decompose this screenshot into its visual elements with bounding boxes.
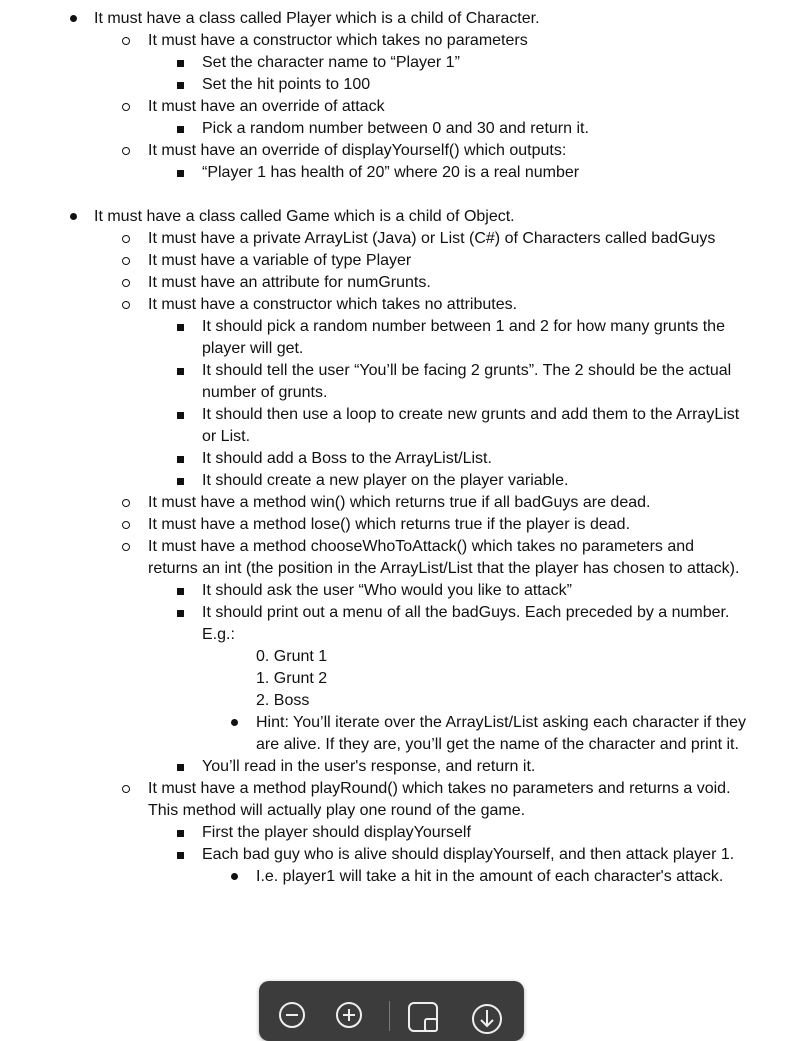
list-item-text: It should tell the user “You’ll be facing 2 grunts”. The 2 should be the actual number of grunts. bbox=[202, 362, 732, 401]
list-item-text: I.e. player1 will take a hit in the amount of each character's attack. bbox=[256, 868, 724, 885]
list-bullet bbox=[173, 74, 187, 89]
list-item-text: Set the character name to “Player 1” bbox=[202, 54, 460, 71]
list-item-text: It must have a constructor which takes no attributes. bbox=[148, 296, 518, 313]
list-item-text: Each bad guy who is alive should displayYourself, and then attack player 1. bbox=[202, 846, 735, 863]
list-item-text: It must have a method lose() which returns true if the player is dead. bbox=[148, 516, 631, 533]
list-item-text: “Player 1 has health of 20” where 20 is a real number bbox=[202, 164, 580, 181]
list-bullet bbox=[173, 118, 187, 133]
list-item-text: It must have a private ArrayList (Java) or List (C#) of Characters called badGuys bbox=[148, 230, 716, 247]
list-bullet bbox=[119, 228, 133, 243]
list-item-text: Hint: You’ll iterate over the ArrayList/List asking each character if they are alive. If they are, you’ll get the name of the character and print it. bbox=[256, 714, 747, 753]
list-bullet bbox=[119, 250, 133, 265]
list-item-text: It should print out a menu of all the badGuys. Each preceded by a number. E.g.: bbox=[202, 604, 730, 643]
toolbar-divider bbox=[389, 1001, 390, 1031]
minus-circle-icon bbox=[277, 997, 317, 1037]
list-bullet bbox=[119, 96, 133, 111]
numbered-menu-item: 1. Grunt 2 bbox=[256, 670, 328, 687]
list-item-text: It should create a new player on the player variable. bbox=[202, 472, 569, 489]
list-item-text: It must have a constructor which takes no parameters bbox=[148, 32, 528, 49]
list-item-text: Pick a random number between 0 and 30 and return it. bbox=[202, 120, 589, 137]
list-bullet bbox=[173, 580, 187, 595]
list-bullet bbox=[119, 514, 133, 529]
list-item-text: It must have a class called Player which is a child of Character. bbox=[94, 10, 540, 27]
list-bullet bbox=[119, 272, 133, 287]
list-bullet bbox=[173, 470, 187, 485]
download-icon bbox=[467, 997, 507, 1037]
list-item-text: It must have an override of displayYourself() which outputs: bbox=[148, 142, 567, 159]
list-bullet bbox=[119, 778, 133, 793]
list-bullet bbox=[227, 712, 241, 726]
list-item-text: First the player should displayYourself bbox=[202, 824, 471, 841]
open-window-button[interactable] bbox=[406, 997, 446, 1037]
list-bullet bbox=[66, 8, 80, 22]
list-item-text: It should ask the user “Who would you like to attack” bbox=[202, 582, 572, 599]
list-bullet bbox=[119, 536, 133, 551]
list-bullet bbox=[173, 756, 187, 771]
list-bullet bbox=[173, 822, 187, 837]
list-item-text: It should pick a random number between 1 and 2 for how many grunts the player will get. bbox=[202, 318, 725, 357]
zoom-in-button[interactable] bbox=[334, 997, 374, 1037]
list-item-text: It should add a Boss to the ArrayList/List. bbox=[202, 450, 492, 467]
list-bullet bbox=[173, 404, 187, 419]
numbered-menu-item: 2. Boss bbox=[256, 692, 310, 709]
list-bullet bbox=[119, 30, 133, 45]
list-item-text: It must have an attribute for numGrunts. bbox=[148, 274, 431, 291]
open-window-icon bbox=[406, 997, 446, 1037]
list-item-text: It must have an override of attack bbox=[148, 98, 385, 115]
list-bullet bbox=[173, 52, 187, 67]
numbered-menu-item: 0. Grunt 1 bbox=[256, 648, 328, 665]
list-bullet bbox=[173, 162, 187, 177]
list-bullet bbox=[119, 140, 133, 155]
list-item-text: It should then use a loop to create new grunts and add them to the ArrayList or List. bbox=[202, 406, 740, 445]
list-item-text: It must have a method playRound() which takes no parameters and returns a void. This method will actually play one round of the game. bbox=[148, 780, 731, 819]
list-bullet bbox=[227, 866, 241, 880]
list-bullet bbox=[119, 294, 133, 309]
list-bullet bbox=[173, 360, 187, 375]
list-item-text: It must have a method chooseWhoToAttack() which takes no parameters and returns an int (the position in the ArrayList/List that the player has chosen to attack). bbox=[148, 538, 740, 577]
list-bullet bbox=[173, 844, 187, 859]
list-item-text: It must have a variable of type Player bbox=[148, 252, 412, 269]
list-item-text: It must have a method win() which returns true if all badGuys are dead. bbox=[148, 494, 651, 511]
plus-circle-icon bbox=[334, 997, 374, 1037]
list-item-text: You’ll read in the user's response, and return it. bbox=[202, 758, 536, 775]
download-button[interactable] bbox=[467, 997, 507, 1037]
list-bullet bbox=[173, 316, 187, 331]
list-bullet bbox=[66, 206, 80, 220]
list-item-text: Set the hit points to 100 bbox=[202, 76, 371, 93]
viewer-toolbar bbox=[259, 981, 524, 1041]
list-item-text: It must have a class called Game which is a child of Object. bbox=[94, 208, 515, 225]
list-bullet bbox=[173, 602, 187, 617]
list-bullet bbox=[119, 492, 133, 507]
zoom-out-button[interactable] bbox=[277, 997, 317, 1037]
list-bullet bbox=[173, 448, 187, 463]
